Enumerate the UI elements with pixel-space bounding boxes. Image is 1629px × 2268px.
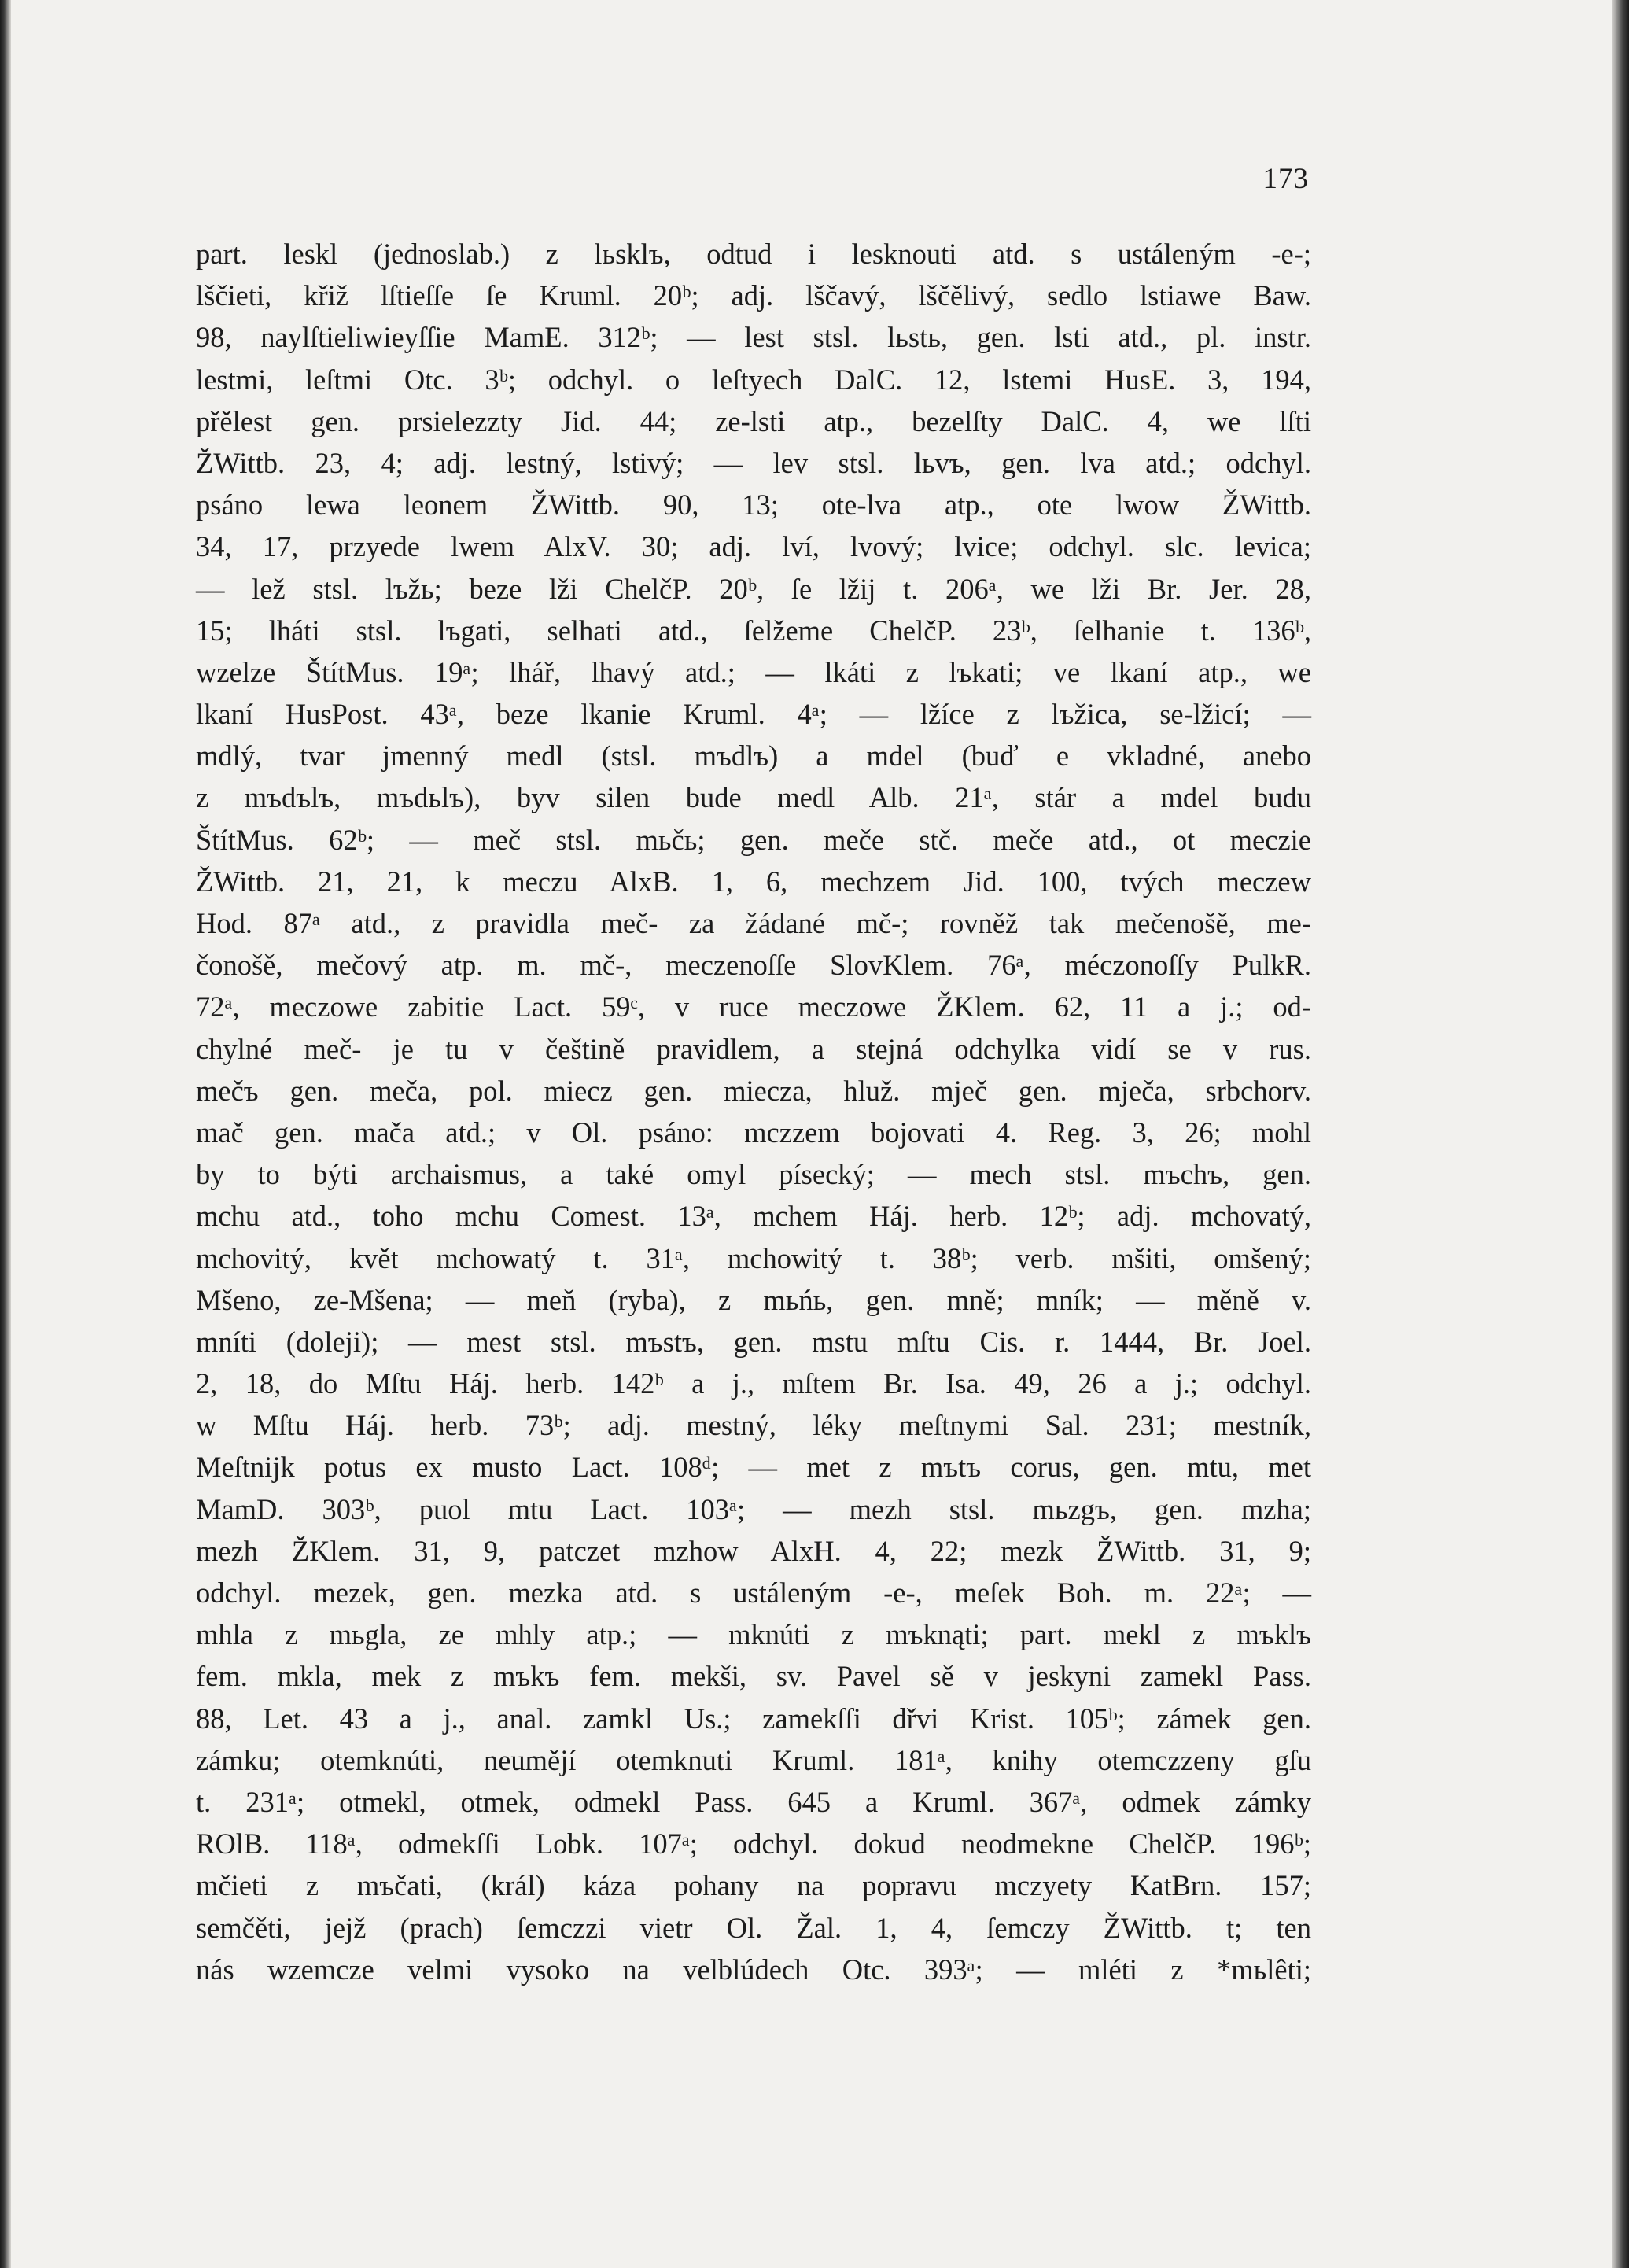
text-line: 72ᵃ, meczowe zabitie Lact. 59ᶜ, v ruce meczowe ŽKlem. 62, 11 a j.; od- bbox=[196, 990, 1311, 1023]
text-line: mníti (doleji); — mest stsl. mъstъ, gen. mstu mſtu Cis. r. 1444, Br. Joel. bbox=[196, 1325, 1311, 1358]
text-line: mchovitý, květ mchowatý t. 31ᵃ, mchowitý t. 38ᵇ; verb. mšiti, omšený; bbox=[196, 1241, 1311, 1274]
text-line: Hod. 87ᵃ atd., z pravidla meč- za žádané mč-; rovněž tak mečenošě, me- bbox=[196, 907, 1311, 939]
text-line: 15; lháti stsl. lъgati, selhati atd., ſelžeme ChelčP. 23ᵇ, ſelhanie t. 136ᵇ, bbox=[196, 614, 1311, 647]
text-line: nás wzemcze velmi vysoko na velblúdech Otc. 393ᵃ; — mléti z *mьlêti; bbox=[196, 1953, 1311, 1986]
page-number: 173 bbox=[1262, 163, 1309, 195]
text-line: zámku; otemknúti, neumějí otemknuti Kruml. 181ᵃ, knihy otemczzeny gſu bbox=[196, 1743, 1311, 1776]
text-line: z mъdъlъ, mъdьlъ), byv silen bude medl Alb. 21ᵃ, stár a mdel budu bbox=[196, 781, 1311, 814]
text-line: fem. mkla, mek z mъkъ fem. mekši, sv. Pavel sě v jeskyni zamekl Pass. bbox=[196, 1660, 1311, 1693]
text-line: 34, 17, przyede lwem AlxV. 30; adj. lví, lvový; lvice; odchyl. slc. levica; bbox=[196, 530, 1311, 563]
text-line: ROlB. 118ᵃ, odmekſſi Lobk. 107ᵃ; odchyl. dokud neodmekne ChelčP. 196ᵇ; bbox=[196, 1827, 1311, 1860]
text-line: ŽWittb. 21, 21, k meczu AlxB. 1, 6, mechzem Jid. 100, tvých meczew bbox=[196, 865, 1311, 898]
text-line: čonošě, mečový atp. m. mč-, meczenoſſe SlovKlem. 76ᵃ, méczonoſſy PulkR. bbox=[196, 949, 1311, 982]
text-line: Meſtnijk potus ex musto Lact. 108ᵈ; — met z mъtъ corus, gen. mtu, met bbox=[196, 1451, 1311, 1484]
text-line: mač gen. mača atd.; v Ol. psáno: mczzem bojovati 4. Reg. 3, 26; mohl bbox=[196, 1116, 1311, 1149]
text-line: w Mſtu Háj. herb. 73ᵇ; adj. mestný, léky meſtnymi Sal. 231; mestník, bbox=[196, 1409, 1311, 1442]
text-line: lestmi, leſtmi Otc. 3ᵇ; odchyl. o leſtyech DalC. 12, lstemi HusE. 3, 194, bbox=[196, 363, 1311, 396]
text-line: Mšeno, ze-Mšena; — meň (ryba), z mьńь, gen. mně; mník; — měně v. bbox=[196, 1283, 1311, 1316]
text-line: semčěti, jejž (prach) ſemczzi vietr Ol. Žal. 1, 4, ſemczy ŽWittb. t; ten bbox=[196, 1911, 1311, 1944]
text-line: lščieti, křiž lſtieſſe ſe Kruml. 20ᵇ; adj. lščavý, lščělivý, sedlo lstiawe Baw. bbox=[196, 279, 1311, 312]
scan-right-edge bbox=[1612, 0, 1629, 2268]
text-line: part. leskl (jednoslab.) z lьsklъ, odtud i lesknouti atd. s ustáleným -e-; bbox=[196, 238, 1311, 270]
text-line: ŠtítMus. 62ᵇ; — meč stsl. mьčь; gen. meče stč. meče atd., ot meczie bbox=[196, 823, 1311, 856]
text-line: 98, naylſtieliwieyſſie MamE. 312ᵇ; — lest stsl. lьstь, gen. lsti atd., pl. instr. bbox=[196, 321, 1311, 354]
text-line: ŽWittb. 23, 4; adj. lestný, lstivý; — lev stsl. lьvъ, gen. lva atd.; odchyl. bbox=[196, 446, 1311, 479]
text-line: chylné meč- je tu v češtině pravidlem, a stejná odchylka vidí se v rus. bbox=[196, 1032, 1311, 1065]
text-line: psáno lewa leonem ŽWittb. 90, 13; ote-lva atp., ote lwow ŽWittb. bbox=[196, 489, 1311, 522]
text-line: mdlý, tvar jmenný medl (stsl. mъdlъ) a mdel (buď e vkladné, anebo bbox=[196, 739, 1311, 773]
text-line: mečъ gen. meča, pol. miecz gen. miecza, hluž. mječ gen. mječa, srbchorv. bbox=[196, 1074, 1311, 1107]
text-line: t. 231ᵃ; otmekl, otmek, odmekl Pass. 645 a Kruml. 367ᵃ, odmek zámky bbox=[196, 1785, 1311, 1818]
dictionary-text-block bbox=[196, 233, 1311, 1990]
text-line: 88, Let. 43 a j., anal. zamkl Us.; zamekſſi dřvi Krist. 105ᵇ; zámek gen. bbox=[196, 1702, 1311, 1735]
text-line: mchu atd., toho mchu Comest. 13ᵃ, mchem Háj. herb. 12ᵇ; adj. mchovatý, bbox=[196, 1200, 1311, 1233]
text-line: mčieti z mъčati, (král) káza pohany na popravu mczyety KatBrn. 157; bbox=[196, 1869, 1311, 1902]
text-line: mezh ŽKlem. 31, 9, patczet mzhow AlxH. 4, 22; mezk ŽWittb. 31, 9; bbox=[196, 1534, 1311, 1567]
text-line: — lež stsl. lъžь; beze lži ChelčP. 20ᵇ, ſe lžij t. 206ᵃ, we lži Br. Jer. 28, bbox=[196, 572, 1311, 605]
text-line: by to býti archaismus, a také omyl písecký; — mech stsl. mъchъ, gen. bbox=[196, 1158, 1311, 1191]
text-line: wzelze ŠtítMus. 19ᵃ; lhář, lhavý atd.; — lkáti z lъkati; ve lkaní atp., we bbox=[196, 655, 1311, 688]
text-line: přělest gen. prsielezzty Jid. 44; ze-lsti atp., bezelſty DalC. 4, we lſti bbox=[196, 404, 1311, 437]
text-line: MamD. 303ᵇ, puol mtu Lact. 103ᵃ; — mezh stsl. mьzgъ, gen. mzha; bbox=[196, 1492, 1311, 1525]
text-line: odchyl. mezek, gen. mezka atd. s ustáleným -e-, meſek Boh. m. 22ᵃ; — bbox=[196, 1577, 1311, 1609]
text-line: mhla z mьgla, ze mhly atp.; — mknúti z mъknąti; part. mekl z mъklъ bbox=[196, 1618, 1311, 1651]
text-line: 2, 18, do Mſtu Háj. herb. 142ᵇ a j., mſtem Br. Isa. 49, 26 a j.; odchyl. bbox=[196, 1367, 1311, 1400]
text-line: lkaní HusPost. 43ᵃ, beze lkanie Kruml. 4ᵃ; — lžíce z lъžica, se-lžicí; — bbox=[196, 698, 1311, 731]
scan-left-edge bbox=[0, 0, 11, 2268]
